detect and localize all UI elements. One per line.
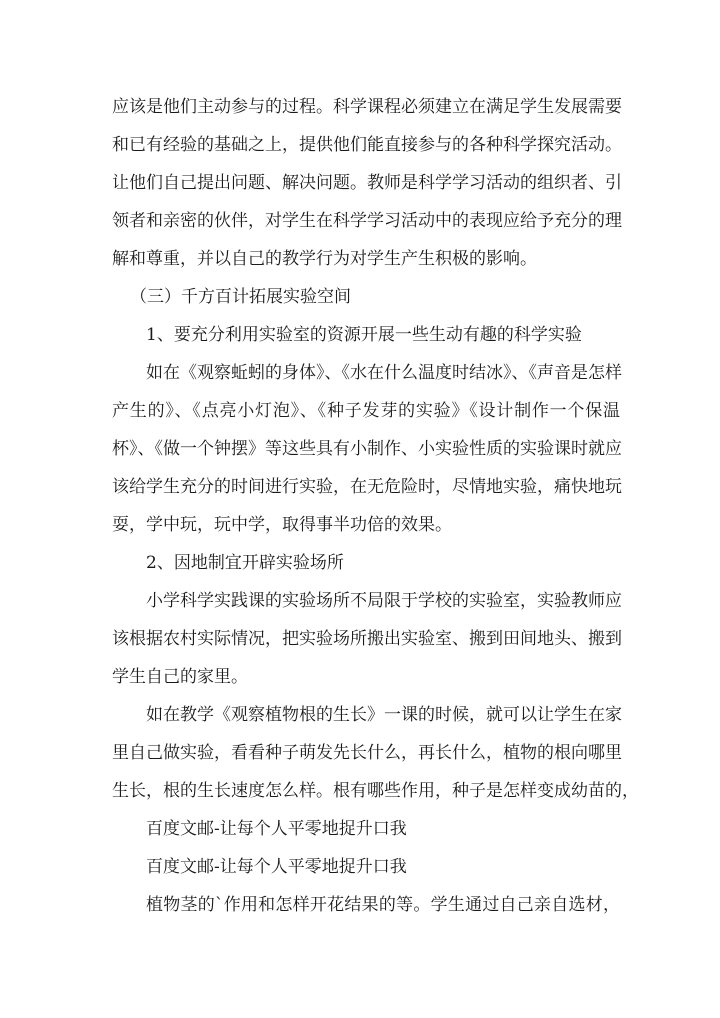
text-line-12: 耍，学中玩，玩中学，取得事半功倍的效果。 bbox=[112, 515, 452, 535]
text-line-18: 里自己做实验，看看种子萌发先长什么，再长什么，植物的根向哪里 bbox=[112, 743, 622, 763]
text-line-11: 该给学生充分的时间进行实验，在无危险时，尽情地实验，痛快地玩 bbox=[112, 477, 622, 497]
text-line-19: 生长，根的生长速度怎么样。根有哪些作用，种子是怎样变成幼苗的， bbox=[112, 781, 639, 801]
watermark-line-2: 百度文邮-让每个人平零地捉升口我 bbox=[146, 857, 407, 877]
watermark-line-1: 百度文邮-让每个人平零地捉升口我 bbox=[146, 819, 407, 839]
text-line-5: 解和尊重，并以自己的教学行为对学生产生积极的影响。 bbox=[112, 249, 537, 269]
text-line-17: 如在教学《观察植物根的生长》一课的时候，就可以让学生在家 bbox=[146, 705, 622, 725]
text-line-15: 该根据农村实际情况，把实验场所搬出实验室、搬到田间地头、搬到 bbox=[112, 629, 622, 649]
text-line-2: 和已有经验的基础之上，提供他们能直接参与的各种科学探究活动。 bbox=[112, 135, 622, 155]
section-heading: （三）千方百计拓展实验空间 bbox=[130, 287, 351, 307]
text-line-10: 杯》、《做一个钟摆》等这些具有小制作、小实验性质的实验课时就应 bbox=[112, 439, 622, 459]
subheading-2: 2、因地制宜开辟实验场所 bbox=[146, 553, 344, 573]
text-line-16: 学生自己的家里。 bbox=[112, 667, 248, 687]
text-line-9: 产生的》、《点亮小灯泡》、《种子发芽的实验》《设计制作一个保温 bbox=[112, 401, 620, 421]
text-line-1: 应该是他们主动参与的过程。科学课程必须建立在满足学生发展需要 bbox=[112, 97, 622, 117]
text-line-22: 植物茎的`作用和怎样开花结果的等。学生通过自己亲自选材， bbox=[146, 895, 620, 915]
text-line-8: 如在《观察蚯蚓的身体》、《水在什么温度时结冰》、《声音是怎样 bbox=[146, 363, 622, 383]
text-line-14: 小学科学实践课的实验场所不局限于学校的实验室，实验教师应 bbox=[146, 591, 622, 611]
text-line-3: 让他们自己提出问题、解决问题。教师是科学学习活动的组织者、引 bbox=[112, 173, 622, 193]
subheading-1: 1、要充分利用实验室的资源开展一些生动有趣的科学实验 bbox=[146, 325, 582, 345]
text-line-4: 领者和亲密的伙伴，对学生在科学学习活动中的表现应给予充分的理 bbox=[112, 211, 622, 231]
